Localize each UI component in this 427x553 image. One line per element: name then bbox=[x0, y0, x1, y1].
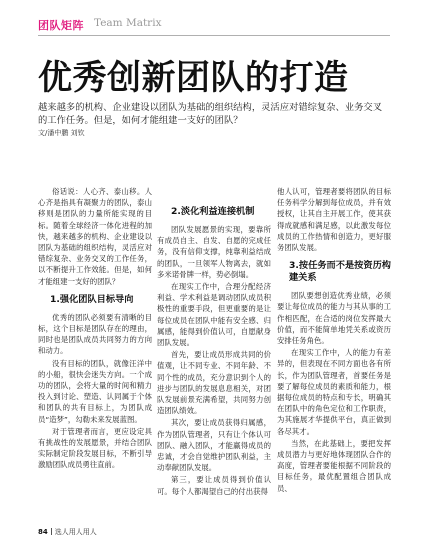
section-heading-2: 2.淡化利益连接机制 bbox=[171, 206, 255, 217]
paragraph: 第三，要让成员得到价值认可。每个人都渴望自己的付出获得 bbox=[157, 475, 271, 496]
paragraph: 俗话说：人心齐、泰山移。人心齐是指具有凝聚力的团队，泰山移则是团队的力量所能实现的目标。随着全球经济一体化进程的加快，越来越多的机构、企业建设以团队为基础的组织结构，灵活应对错综复杂、业务交叉的工作任务，以不断提升工作效能。但是，如何才能组建一支好的团队？ bbox=[38, 187, 152, 286]
divider bbox=[51, 528, 52, 535]
magazine-name: 选人用人用人 bbox=[54, 528, 97, 536]
paragraph: 在现实工作中，人的能力有差异的，但表现在不同方面也各有所长，作为团队管理者，首要任务是要了解每位成员的素质和能力，根据每位成员的特点和专长，明确其在团队中的角色定位和工作职责，为其施展才华提供平台，真正做到各尽其才。 bbox=[277, 348, 391, 436]
paragraph: 其次，要让成员获得归属感，作为团队管理者，只有让个体认可团队、融入团队，才能赢得成员的忠诚，才会自觉维护团队利益，主动奉献团队发展。 bbox=[157, 418, 271, 473]
text-column-2 bbox=[157, 186, 271, 498]
section-tag-english: Team Matrix bbox=[94, 17, 162, 29]
section-tag: 团队矩阵 bbox=[38, 19, 84, 32]
paragraph: 对于管理者而言，更应设定具有挑战性的发展愿景，并结合团队实际制定阶段发展目标，不断引导激励团队成员勇往直前。 bbox=[38, 426, 152, 470]
article-author: 文/潘中鹏 刘钦 bbox=[38, 129, 85, 137]
article-intro: 越来越多的机构、企业建设以团队为基础的组织结构，灵活应对错综复杂、业务交叉的工作任务。但是，如何才能组建一支好的团队？ bbox=[38, 102, 382, 126]
paragraph: 首先，要让成员形成共同的价值观，让不同专业、不同年龄、不同个性的成员，充分意识到个人的进步与团队的发展息息相关，对团队发展前景充满希望，共同努力创造团队绩效。 bbox=[157, 350, 271, 416]
paragraph: 在现实工作中，合理分配经济利益、学术利益是调动团队成员积极性的重要手段，但更重要的是让每位成员在团队中能有安全感、归属感，能得到价值认可，自愿献身团队发展。 bbox=[157, 282, 271, 348]
section-heading-1: 1.强化团队目标导向 bbox=[50, 293, 134, 305]
paragraph: 没有目标的团队，就像汪洋中的小船，很快会迷失方向。一个成功的团队，会将大量的时间和精力投入到讨论、塑造、认同属于个体和团队的共有目标上，为团队成员“造梦”，勾勒未来发展蓝图。 bbox=[38, 358, 152, 424]
section-header bbox=[38, 14, 390, 36]
paragraph: 团队发展愿景的实现，要靠所有成员自主、自发、自愿的完成任务，没有信仰支撑，纯靠利益结成的团队，一旦领军人物离去，就如多米诺骨牌一样，势必倒塌。 bbox=[157, 225, 271, 279]
article-title: 优秀创新团队的打造 bbox=[38, 58, 349, 98]
page-footer bbox=[38, 527, 238, 537]
paragraph: 优秀的团队必须要有清晰的目标，这个目标是团队存在的理由，同时也是团队成员共同努力的方向和动力。 bbox=[38, 312, 152, 356]
paragraph: 他人认可，管理者要将团队的目标任务科学分解到每位成员，并有效授权，让其自主开展工作，使其获得成就感和满足感，以此激发每位成员的工作热情和创造力，更好服务团队发展。 bbox=[277, 187, 391, 253]
text-column-3 bbox=[277, 186, 391, 495]
section-heading-3: 3.按任务而不是按资历构建关系 bbox=[289, 260, 391, 284]
paragraph: 团队要想创造优秀业绩，必须要让每位成员的能力与其从事的工作相匹配，在合适的岗位发挥最大价值，而不能简单地凭关系或资历安排任务角色。 bbox=[277, 291, 391, 346]
text-column-1 bbox=[38, 186, 152, 472]
page-number: 84 bbox=[38, 528, 48, 536]
paragraph: 当然，在此基础上，要把发挥成员潜力与更好地体现团队合作的高度，管理者要能根据不同阶段的目标任务，最优配置组合团队成员、 bbox=[277, 438, 391, 493]
